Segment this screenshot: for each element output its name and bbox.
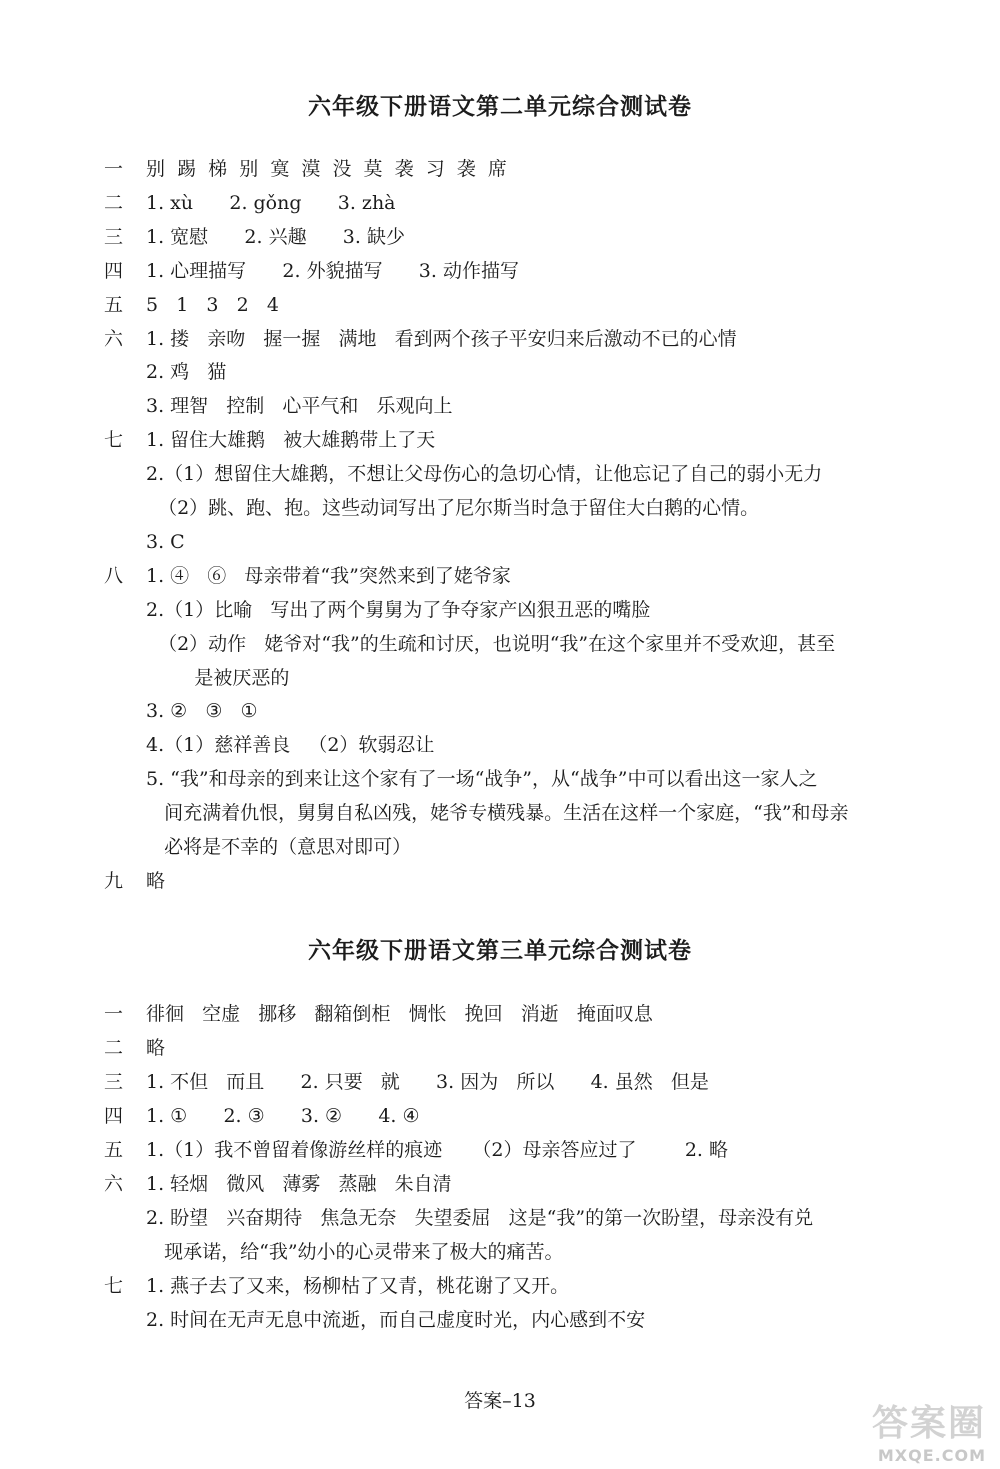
unit3-title: 六年级下册语文第三单元综合测试卷 <box>308 938 692 964</box>
question-number: 三 <box>104 225 124 248</box>
answer-line: 4.（1）慈祥善良 （2）软弱忍让 <box>146 734 435 757</box>
answer-line: 必将是不幸的（意思对即可） <box>146 836 412 858</box>
answer-line: 略 <box>146 1037 166 1059</box>
question-number: 三 <box>104 1071 124 1093</box>
question-number: 五 <box>104 1139 124 1161</box>
answer-line: 3. 理智 控制 心平气和 乐观向上 <box>146 395 453 418</box>
watermark-logo <box>836 1395 986 1465</box>
answer-line: 1. xù 2. gǒng 3. zhà <box>146 191 396 214</box>
question-number: 一 <box>104 1003 124 1025</box>
answer-line: 1. 宽慰 2. 兴趣 3. 缺少 <box>146 225 405 248</box>
answer-line: 别 踢 梯 别 寞 漠 没 莫 袭 习 袭 席 <box>146 158 507 180</box>
question-number: 六 <box>104 1173 124 1195</box>
watermark-text: 答案圈 <box>871 1403 986 1444</box>
answer-line: 3. C <box>146 530 185 553</box>
answer-line: 2. 盼望 兴奋期待 焦急无奈 失望委屈 这是“我”的第一次盼望，母亲没有兑 <box>146 1207 814 1229</box>
question-number: 四 <box>104 259 124 282</box>
answer-line: 5. “我”和母亲的到来让这个家有了一场“战争”，从“战争”中可以看出这一家人之 <box>146 768 818 791</box>
answer-line: 1. ① 2. ③ 3. ② 4. ④ <box>146 1105 420 1127</box>
question-number: 二 <box>104 191 124 214</box>
unit2-title: 六年级下册语文第二单元综合测试卷 <box>308 94 692 120</box>
answer-line: 间充满着仇恨，舅舅自私凶残，姥爷专横残暴。生活在这样一个家庭，“我”和母亲 <box>146 802 849 825</box>
question-number: 七 <box>104 1275 124 1297</box>
answer-line: 略 <box>146 869 166 892</box>
answer-line: 1. 轻烟 微风 薄雾 蒸融 朱自清 <box>146 1173 452 1195</box>
answer-line: 1. 留住大雄鹅 被大雄鹅带上了天 <box>146 429 436 452</box>
question-number: 五 <box>104 293 124 316</box>
answer-line: 徘徊 空虚 挪移 翻箱倒柜 惆怅 挽回 消逝 掩面叹息 <box>146 1003 653 1025</box>
answer-line: 1.（1）我不曾留着像游丝样的痕迹 （2）母亲答应过了 2. 略 <box>146 1139 728 1161</box>
answer-line: 3. ② ③ ① <box>146 700 258 723</box>
answer-line: 1. 不但 而且 2. 只要 就 3. 因为 所以 4. 虽然 但是 <box>146 1071 709 1093</box>
answer-line: 1. 心理描写 2. 外貌描写 3. 动作描写 <box>146 259 519 282</box>
answer-line: （2）跳、跑、抱。这些动词写出了尼尔斯当时急于留住大白鹅的心情。 <box>146 497 760 519</box>
answer-line: 1. 搂 亲吻 握一握 满地 看到两个孩子平安归来后激动不已的心情 <box>146 327 737 350</box>
question-number: 二 <box>104 1037 124 1059</box>
question-number: 九 <box>104 869 124 892</box>
answer-line: （2）动作 姥爷对“我”的生疏和讨厌，也说明“我”在这个家里并不受欢迎，甚至 <box>146 632 836 655</box>
answer-line: 现承诺，给“我”幼小的心灵带来了极大的痛苦。 <box>146 1241 564 1263</box>
question-number: 四 <box>104 1105 124 1127</box>
question-number: 八 <box>104 564 124 587</box>
answer-line: 2.（1）想留住大雄鹅，不想让父母伤心的急切心情，让他忘记了自己的弱小无力 <box>146 463 823 486</box>
page-number: 答案–13 <box>464 1390 536 1412</box>
question-number: 一 <box>104 158 124 180</box>
answer-line: 2.（1）比喻 写出了两个舅舅为了争夺家产凶狠丑恶的嘴脸 <box>146 598 651 621</box>
watermark-url: MXQE.COM <box>877 1446 986 1465</box>
answer-line: 1. ④ ⑥ 母亲带着“我”突然来到了姥爷家 <box>146 564 511 587</box>
question-number: 六 <box>104 327 124 350</box>
question-number: 七 <box>104 429 124 452</box>
answer-line: 1. 燕子去了又来，杨柳枯了又青，桃花谢了又开。 <box>146 1275 570 1297</box>
answer-line: 2. 鸡 猫 <box>146 361 227 384</box>
answer-line: 5 1 3 2 4 <box>146 293 279 316</box>
answer-line: 2. 时间在无声无息中流逝，而自己虚度时光，内心感到不安 <box>146 1309 646 1331</box>
answer-line: 是被厌恶的 <box>146 666 290 689</box>
